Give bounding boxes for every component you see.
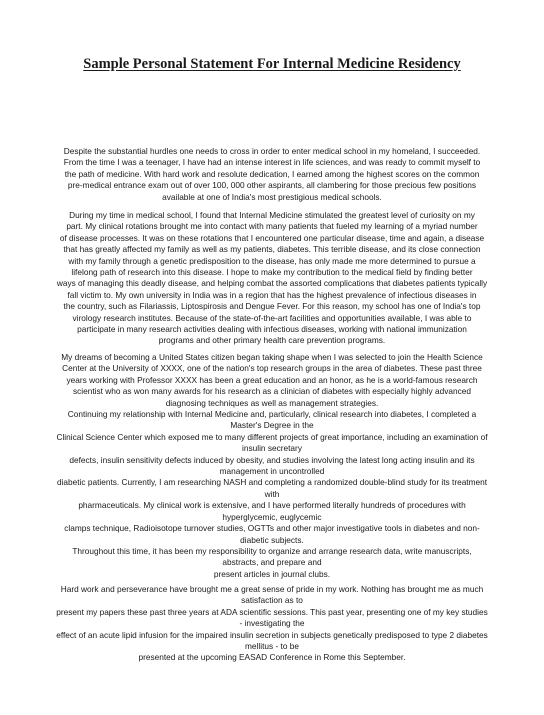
text-line: mellitus - to be (245, 641, 299, 652)
text-line: Continuing my relationship with Internal Medicine and, particularly, clinical research into diabetes, I completed a (67, 409, 477, 420)
text-line: defects, insulin sensitivity defects induced by obesity, and studies involving the latest long acting insulin and its (69, 454, 475, 465)
text-line: programs and other primary health care prevention programs. (158, 335, 386, 346)
text-line: insulin secretary (242, 443, 302, 454)
text-line: Center at the University of XXXX, one of the nation's top research groups in the area of diabetes. These past three (62, 363, 482, 374)
text-line: of disease processes. It was on these rotations that I encountered one particular disease, time and again, a disease (59, 232, 485, 243)
text-line: From the time I was a teenager, I have had an intense interest in life sciences, and was ready to commit myself to (63, 157, 481, 168)
text-line: with my family through a genetic predisposition to the disease, has only made me more determined to pursue a (68, 255, 476, 266)
text-line: years working with Professor XXXX has been a great education and an honor, as he is a world-famous research (66, 374, 478, 385)
document-title: Sample Personal Statement For Internal Medicine Residency (83, 56, 461, 72)
text-line: - investigating the (239, 618, 305, 629)
text-line: present articles in journal clubs. (213, 568, 331, 579)
text-line: virology research institutes. Because of the state-of-the-art facilities and opportunities available, I was able to (72, 312, 472, 323)
text-line: Throughout this time, it has been my responsibility to organize and arrange research data, write manuscripts, (72, 545, 472, 556)
text-line: present my papers these past three years at ADA scientific sessions. This past year, presenting one of my key studies (56, 606, 488, 617)
text-line: pre-medical entrance exam out of over 100, 000 other aspirants, all clambering for those precious few positions (67, 180, 477, 191)
text-line: hyperglycemic, euglycemic (222, 511, 322, 522)
text-line: ways of managing this deadly disease, and helping combat the assorted complications that diabetes patients typically (56, 278, 488, 289)
text-line: diabetic subjects. (240, 534, 304, 545)
text-line: fall victim to. My own university in India was in a region that has the highest prevalence of infectious diseases in (67, 289, 477, 300)
text-line: the country, such as Filariassis, Liptospirosis and Dengue Fever. For this reason, my school has one of India's top (63, 301, 481, 312)
text-line: My dreams of becoming a United States citizen began taking shape when I was selected to join the Health Science (61, 352, 483, 362)
text-line: Master's Degree in the (230, 420, 314, 431)
text-line: diabetic patients. Currently, I am researching NASH and completing a randomized double-blind study for its treatment (56, 477, 488, 488)
text-line: scientist who as won many awards for his research as a clinician of diabetes with especially highly advanced (73, 386, 471, 397)
text-line: part. My clinical rotations brought me into contact with many patients that fueled my learning of a myriad number (66, 221, 478, 232)
text-line: the path of medicine. With hard work and resolute dedication, I earned among the highest scores on the common (64, 168, 480, 179)
text-line: that has greatly affected my family as well as my patients, diabetes. This terrible disease, and its close connection (63, 244, 481, 255)
text-line: presented at the upcoming EASAD Conference in Rome this September. (138, 652, 406, 663)
paragraph-4 (40, 584, 504, 664)
text-line: clamps technique, Radioisotope turnover studies, OGTTs and other major investigative tools in diabetes and non- (64, 523, 480, 534)
text-line: abstracts, and prepare and (222, 557, 322, 568)
text-line: Clinical Science Center which exposed me to many different projects of great importance, including an examination of (56, 431, 488, 442)
text-line: Despite the substantial hurdles one needs to cross in order to enter medical school in my homeland, I succeeded. (63, 146, 481, 156)
paragraph-3 (40, 352, 504, 580)
text-line: During my time in medical school, I found that Internal Medicine stimulated the greatest level of curiosity on my (69, 210, 475, 220)
text-line: management in uncontrolled (219, 466, 325, 477)
text-line: lifelong path of research into this disease. I hope to make my contribution to the medical field by finding better (71, 267, 473, 278)
text-line: with (264, 488, 280, 499)
text-line: diagnosing techniques as well as management strategies. (165, 397, 379, 408)
text-line: pharmaceuticals. My clinical work is extensive, and I have performed literally hundreds of procedures with (78, 500, 466, 511)
paragraph-2 (40, 210, 504, 347)
text-line: Hard work and perseverance have brought me a great sense of pride in my work. Nothing has brought me as much (60, 584, 484, 594)
text-line: available at one of India's most prestigious medical schools. (162, 191, 382, 202)
text-line: participate in many research activities dealing with infectious diseases, working with national immunization (77, 324, 467, 335)
text-line: effect of an acute lipid infusion for the impaired insulin secretion in subjects genetically predisposed to type 2 diabetes (56, 629, 488, 640)
paragraph-1 (40, 146, 504, 203)
text-line: satisfaction as to (241, 595, 303, 606)
